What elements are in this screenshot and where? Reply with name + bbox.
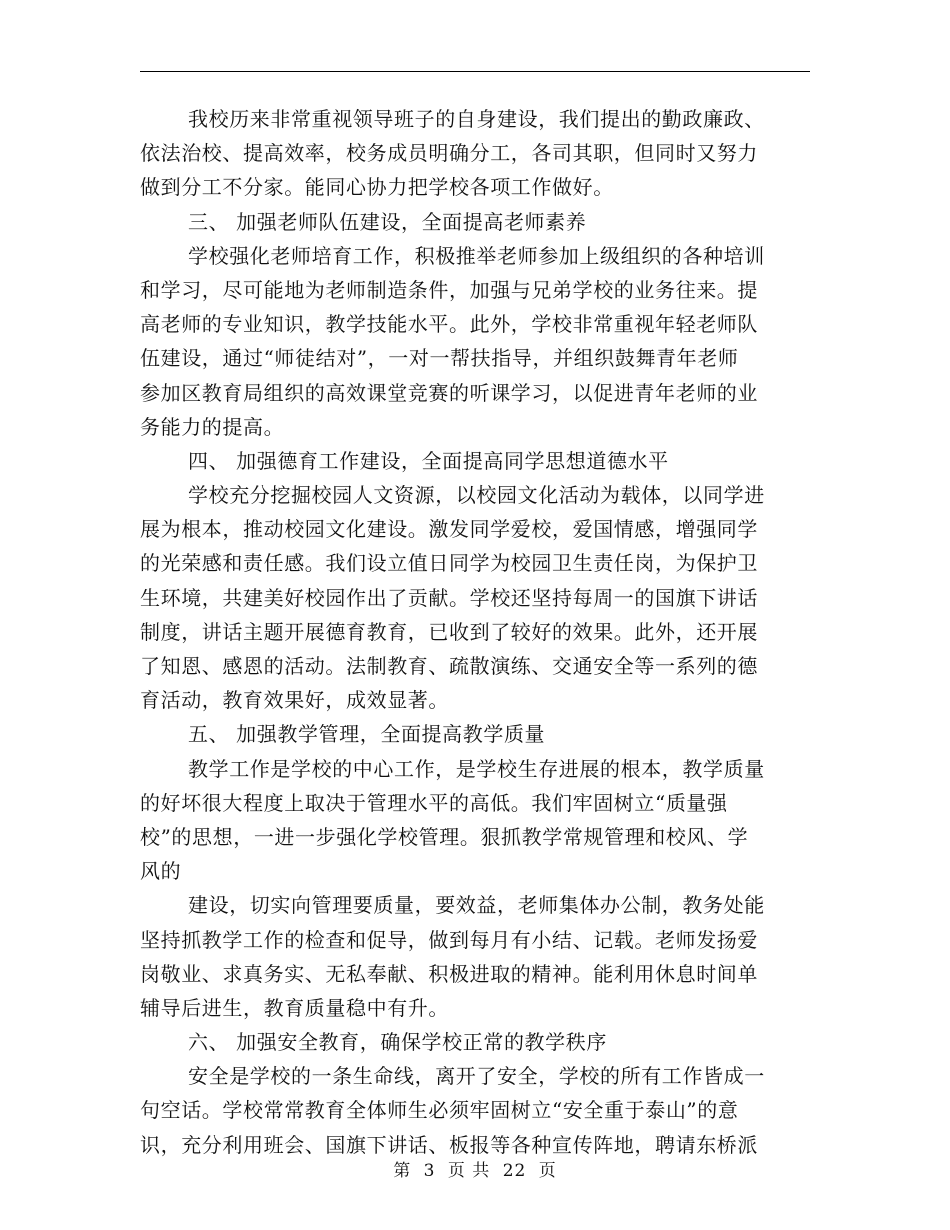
text-line: 学校充分挖掘校园人文资源，以校园文化活动为载体，以同学进: [188, 483, 765, 508]
header-rule: [140, 71, 810, 72]
text-line: 我校历来非常重视领导班子的自身建设，我们提出的勤政廉政、: [188, 107, 765, 131]
text-line: 伍建设，通过“师徒结对”，一对一帮扶指导，并组织鼓舞青年老师: [140, 346, 739, 371]
text-line: 坚持抓教学工作的检查和促导，做到每月有小结、记载。老师发扬爱: [140, 927, 758, 952]
text-line: 的光荣感和责任感。我们设立值日同学为校园卫生责任岗，为保护卫: [140, 551, 758, 576]
text-line: 安全是学校的一条生命线，离开了安全，学校的所有工作皆成一: [188, 1064, 765, 1089]
text-line: 岗敬业、求真务实、无私奉献、积极进取的精神。能利用休息时间单: [140, 961, 758, 986]
text-line: 三、 加强老师队伍建设，全面提高老师素养: [188, 209, 587, 234]
text-line: 句空话。学校常常教育全体师生必须牢固树立“安全重于泰山”的意: [140, 1098, 739, 1123]
footer-middle: 页 共: [447, 1161, 491, 1181]
text-line: 和学习，尽可能地为老师制造条件，加强与兄弟学校的业务往来。提: [140, 277, 758, 302]
document-body: [140, 102, 800, 1162]
text-line: 高老师的专业知识，教学技能水平。此外，学校非常重视年轻老师队: [140, 312, 758, 337]
text-line: 六、 加强安全教育，确保学校正常的教学秩序: [188, 1030, 607, 1055]
text-line: 校”的思想，一进一步强化学校管理。狠抓教学常规管理和校风、学: [140, 824, 749, 849]
text-line: 育活动，教育效果好，成效显著。: [140, 688, 449, 713]
text-line: 生环境，共建美好校园作出了贡献。学校还坚持每周一的国旗下讲话: [140, 585, 758, 610]
text-line: 参加区教育局组织的高效课堂竞赛的听课学习，以促进青年老师的业: [140, 380, 758, 405]
text-line: 展为根本，推动校园文化建设。激发同学爱校，爱国情感，增强同学: [140, 517, 758, 542]
text-line: 风的: [140, 859, 182, 884]
text-line: 建设，切实向管理要质量，要效益，老师集体办公制，教务处能: [188, 893, 765, 918]
page-footer: [0, 1156, 950, 1181]
footer-prefix: 第: [393, 1161, 412, 1181]
footer-suffix: 页: [538, 1161, 557, 1181]
text-line: 制度，讲话主题开展德育教育，已收到了较好的效果。此外，还开展: [140, 619, 758, 644]
text-line: 学校强化老师培育工作，积极推举老师参加上级组织的各种培训: [188, 243, 765, 268]
text-line: 务能力的提高。: [140, 414, 285, 439]
text-line: 四、 加强德育工作建设，全面提高同学思想道德水平: [188, 448, 669, 473]
footer-page-number: 3: [423, 1161, 436, 1181]
text-line: 辅导后进生，教育质量稳中有升。: [140, 995, 449, 1020]
text-line: 了知恩、感恩的活动。法制教育、疏散演练、交通安全等一系列的德: [140, 654, 758, 678]
text-line: 做到分工不分家。能同心协力把学校各项工作做好。: [140, 175, 614, 200]
text-line: 教学工作是学校的中心工作，是学校生存进展的根本，教学质量: [188, 756, 765, 781]
text-line: 的好坏很大程度上取决于管理水平的高低。我们牢固树立“质量强: [140, 790, 728, 815]
text-line: 依法治校、提高效率，校务成员明确分工，各司其职，但同时又努力: [140, 141, 758, 166]
text-line: 识，充分利用班会、国旗下讲话、板报等各种宣传阵地，聘请东桥派: [140, 1132, 758, 1157]
text-line: 五、 加强教学管理，全面提高教学质量: [188, 722, 546, 747]
footer-total-pages: 22: [502, 1161, 527, 1181]
